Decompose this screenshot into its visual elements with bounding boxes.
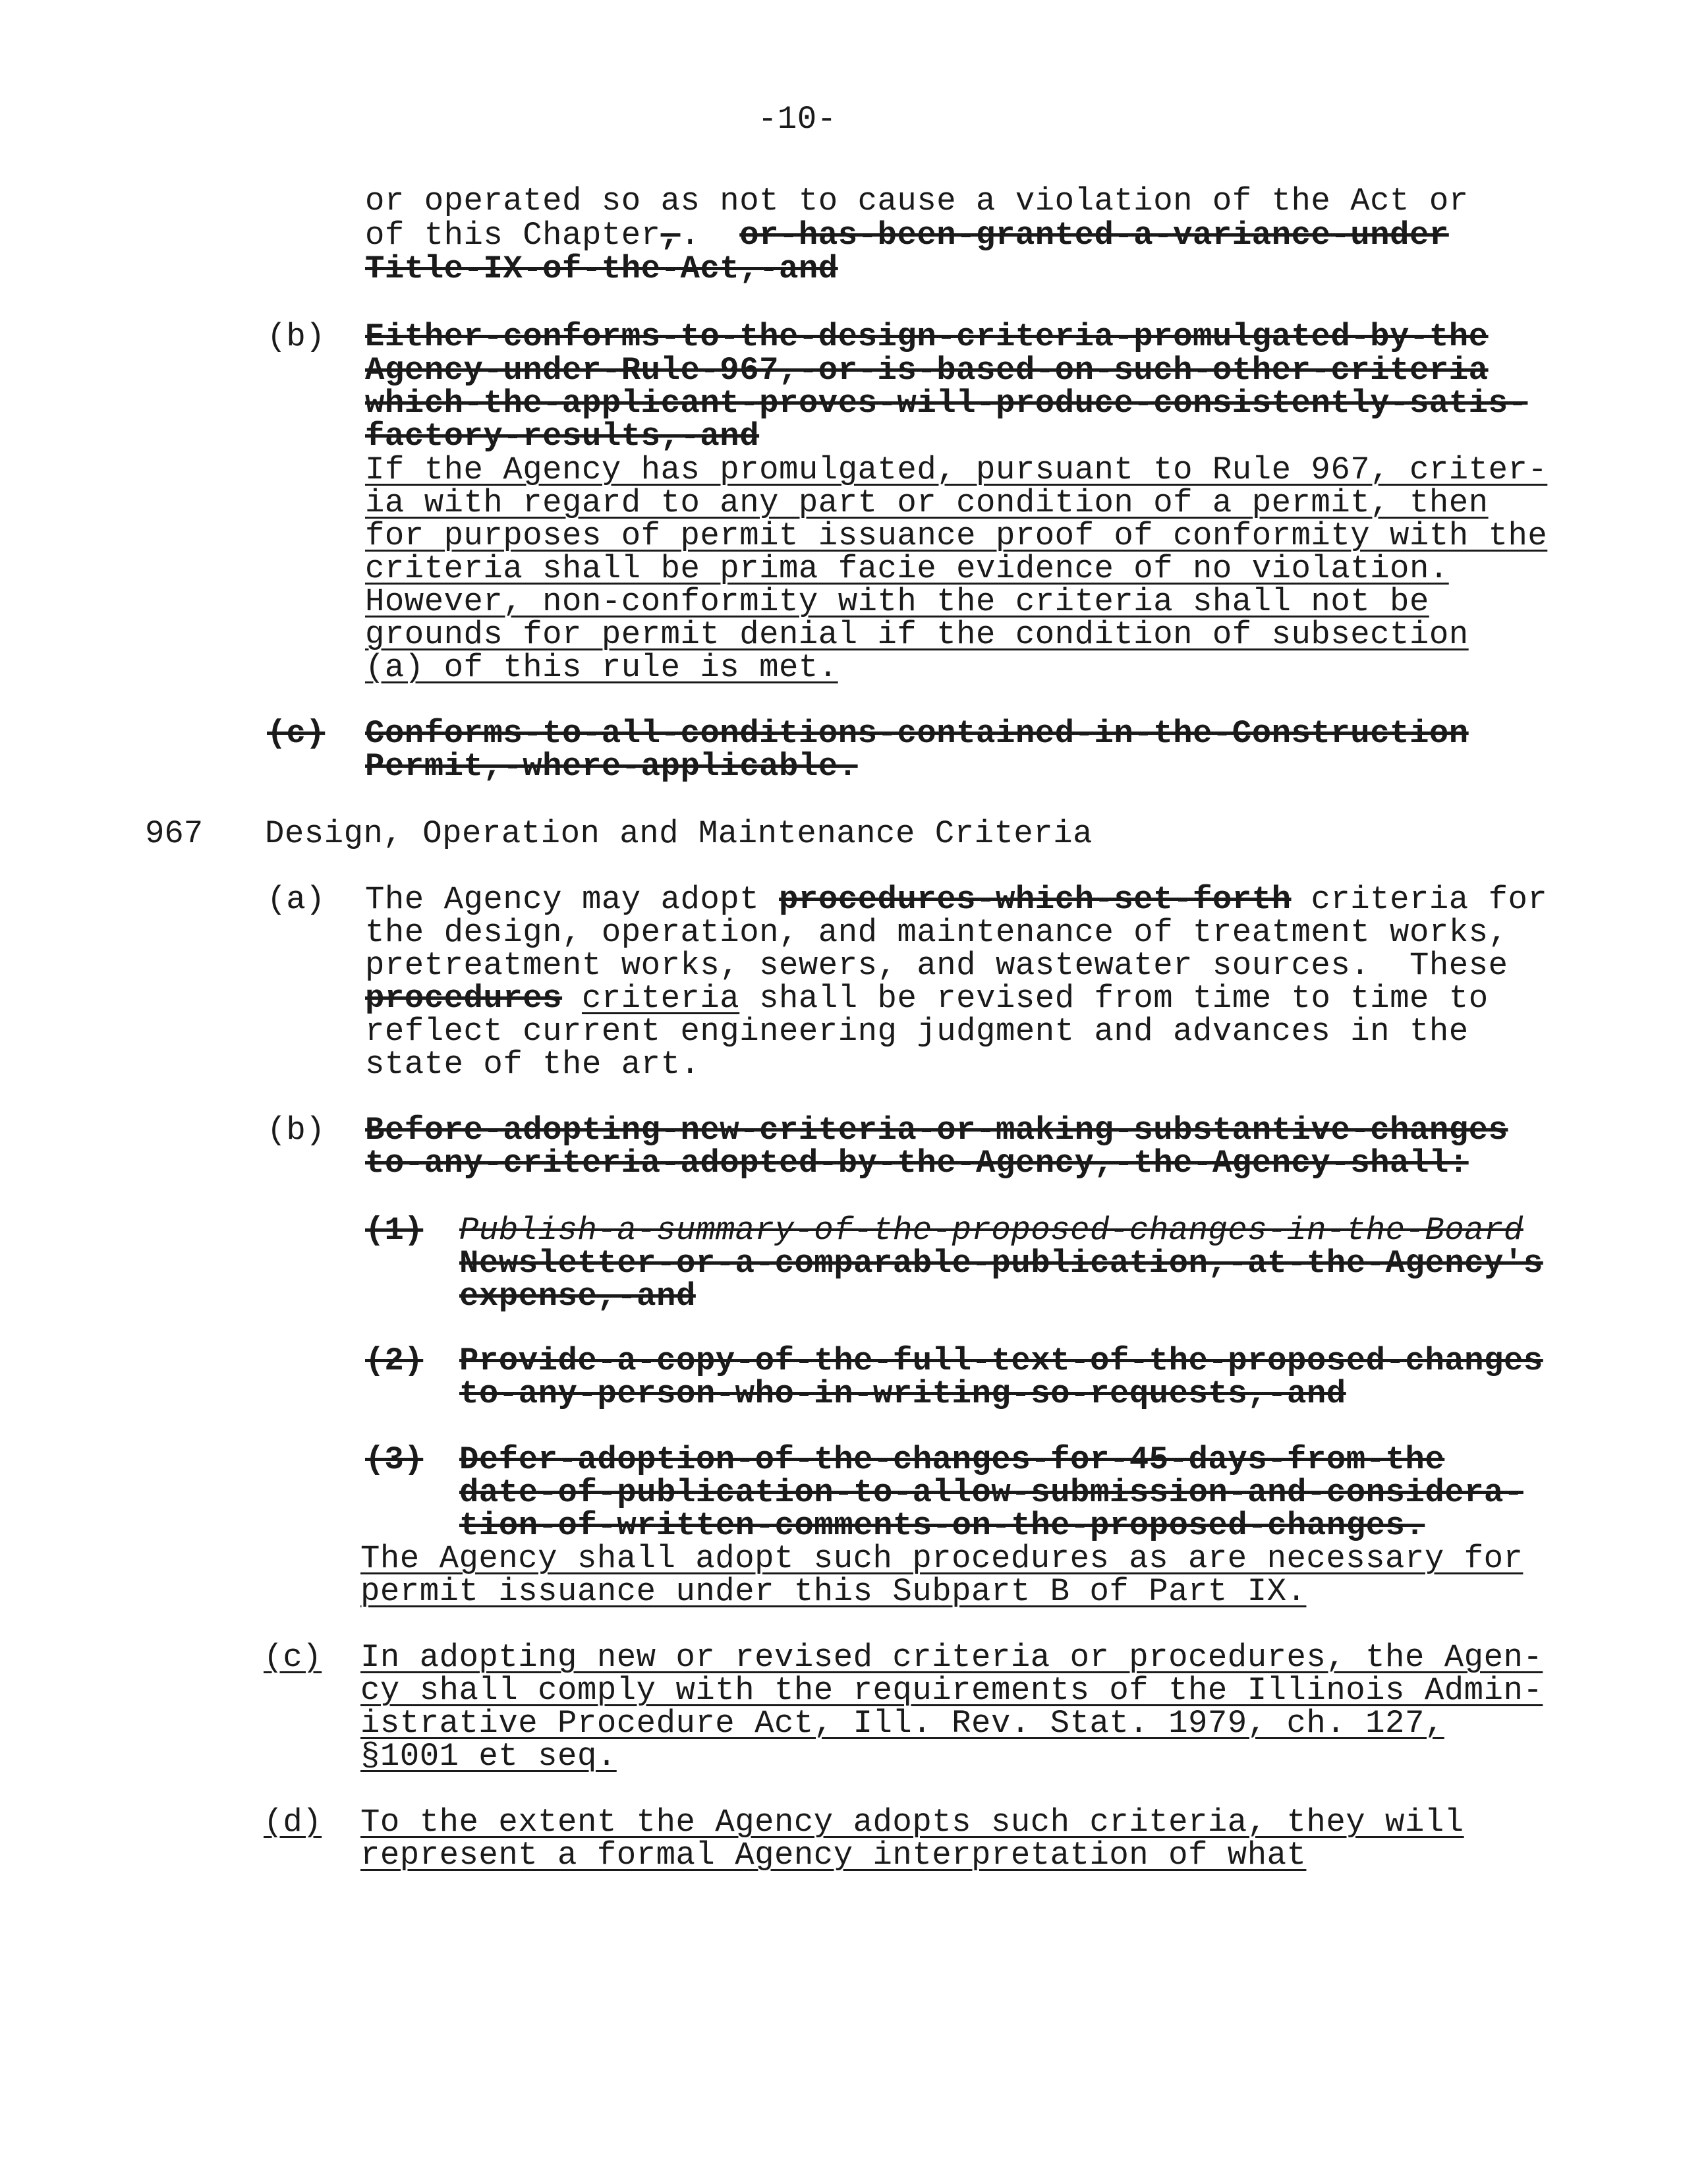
d2-inserted-line: represent a formal Agency interpretation of what (360, 1837, 1307, 1874)
subsection-d-label: (d) (264, 1804, 322, 1841)
page-number: -10- (758, 101, 837, 138)
subsection-b-label: (b) (267, 318, 326, 355)
b1-inserted-line: for purposes of permit issuance proof of conformity with the (365, 517, 1548, 554)
a2-line: state of the art. (365, 1046, 700, 1083)
b1-struck-line: Either-conforms-to-the-design-criteria-promulgated-by-the (365, 318, 1489, 355)
a2-line-4-rest: shall be revised from time to time to (739, 980, 1489, 1017)
item-1-struck-line: expense,-and (459, 1278, 696, 1315)
item-1-label-struck: (1) (365, 1212, 424, 1249)
c1-struck-line: Conforms-to-all-conditions-contained-in-the-Construction (365, 715, 1469, 752)
a2-line-1-struck: procedures-which-set-forth (779, 881, 1292, 918)
item-3-struck-line: Defer-adoption-of-the-changes-for-45-days-from-the (459, 1441, 1445, 1478)
struck-comma: , (660, 217, 681, 254)
b1-struck-line: which-the-applicant-proves-will-produce-consistently-satis- (365, 385, 1528, 422)
top-line-2 (365, 219, 1449, 252)
a2-line-1-text: The Agency may adopt (365, 881, 780, 918)
subsection-c-label-struck: (c) (267, 715, 326, 752)
item-2-struck-line: to-any-person-who-in-writing-so-requests,-and (459, 1375, 1346, 1412)
top-line-2-period: . (680, 217, 700, 254)
b2-struck-line: to-any-criteria-adopted-by-the-Agency,-the-Agency-shall: (365, 1145, 1469, 1182)
section-number: 967 (145, 815, 204, 852)
b1-inserted-line: If the Agency has promulgated, pursuant to Rule 967, criter- (365, 451, 1548, 488)
b1-inserted-line: ia with regard to any part or condition of a permit, then (365, 484, 1489, 521)
item-3-struck-line: tion-of-written-comments-on-the-proposed-changes. (459, 1507, 1425, 1544)
c2-inserted-line: §1001 et seq. (360, 1738, 617, 1775)
subsection-c-label: (c) (264, 1639, 322, 1676)
top-line-2-text: of this Chapter (365, 217, 661, 254)
c1-struck-line: Permit,-where-applicable. (365, 748, 858, 785)
b2-struck-line: Before-adopting-new-criteria-or-making-substantive-changes (365, 1112, 1508, 1149)
c2-inserted-line: cy shall comply with the requirements of the Illinois Admin- (360, 1672, 1543, 1709)
a2-line-4-struck: procedures (365, 980, 563, 1017)
b1-struck-line: factory-results,-and (365, 418, 760, 455)
c2-inserted-line: istrative Procedure Act, Ill. Rev. Stat. 1979, ch. 127, (360, 1705, 1444, 1742)
d2-inserted-line: To the extent the Agency adopts such criteria, they will (360, 1804, 1464, 1841)
subsection-a-label: (a) (267, 881, 326, 918)
item-3-struck-line: date-of-publication-to-allow-submission-and-considera- (459, 1474, 1523, 1511)
c2-inserted-line: In adopting new or revised criteria or procedures, the Agen- (360, 1639, 1543, 1676)
a2-line-4-inserted: criteria (581, 980, 740, 1017)
item-3-label-struck: (3) (365, 1441, 424, 1478)
a2-line-1 (365, 883, 1547, 916)
a2-line: pretreatment works, sewers, and wastewater sources. These (365, 947, 1508, 984)
b1-inserted-line: criteria shall be prima facie evidence of no violation. (365, 550, 1449, 587)
b1-inserted-line: grounds for permit denial if the condition of subsection (365, 616, 1469, 653)
a2-line-1-end: criteria for (1291, 881, 1548, 918)
a2-line: the design, operation, and maintenance of treatment works, (365, 914, 1508, 951)
a2-line: reflect current engineering judgment and advances in the (365, 1013, 1469, 1050)
top-line-3-struck: Title-IX-of-the-Act,-and (365, 250, 838, 287)
struck-text: or-has-been-granted-a-variance-under (739, 217, 1449, 254)
item-2-struck-line: Provide-a-copy-of-the-full-text-of-the-proposed-changes (459, 1342, 1543, 1379)
section-title: Design, Operation and Maintenance Criteria (265, 815, 1093, 852)
item-1-struck-line: Newsletter-or-a-comparable-publication,-at-the-Agency's (459, 1245, 1543, 1282)
b1-inserted-line: However, non-conformity with the criteria shall not be (365, 583, 1429, 620)
b1-inserted-line: (a) of this rule is met. (365, 649, 838, 686)
b2-inserted-line: The Agency shall adopt such procedures as are necessary for (360, 1540, 1523, 1577)
item-1-struck-line: Publish-a-summary-of-the-proposed-changes-in-the-Board (459, 1212, 1523, 1249)
top-line-1: or operated so as not to cause a violation of the Act or (365, 183, 1469, 219)
subsection-b-label: (b) (267, 1112, 326, 1149)
a2-line-4 (365, 982, 1489, 1015)
b2-inserted-line: permit issuance under this Subpart B of Part IX. (360, 1573, 1307, 1610)
b1-struck-line: Agency-under-Rule-967,-or-is-based-on-such-other-criteria (365, 352, 1489, 389)
item-2-label-struck: (2) (365, 1342, 424, 1379)
